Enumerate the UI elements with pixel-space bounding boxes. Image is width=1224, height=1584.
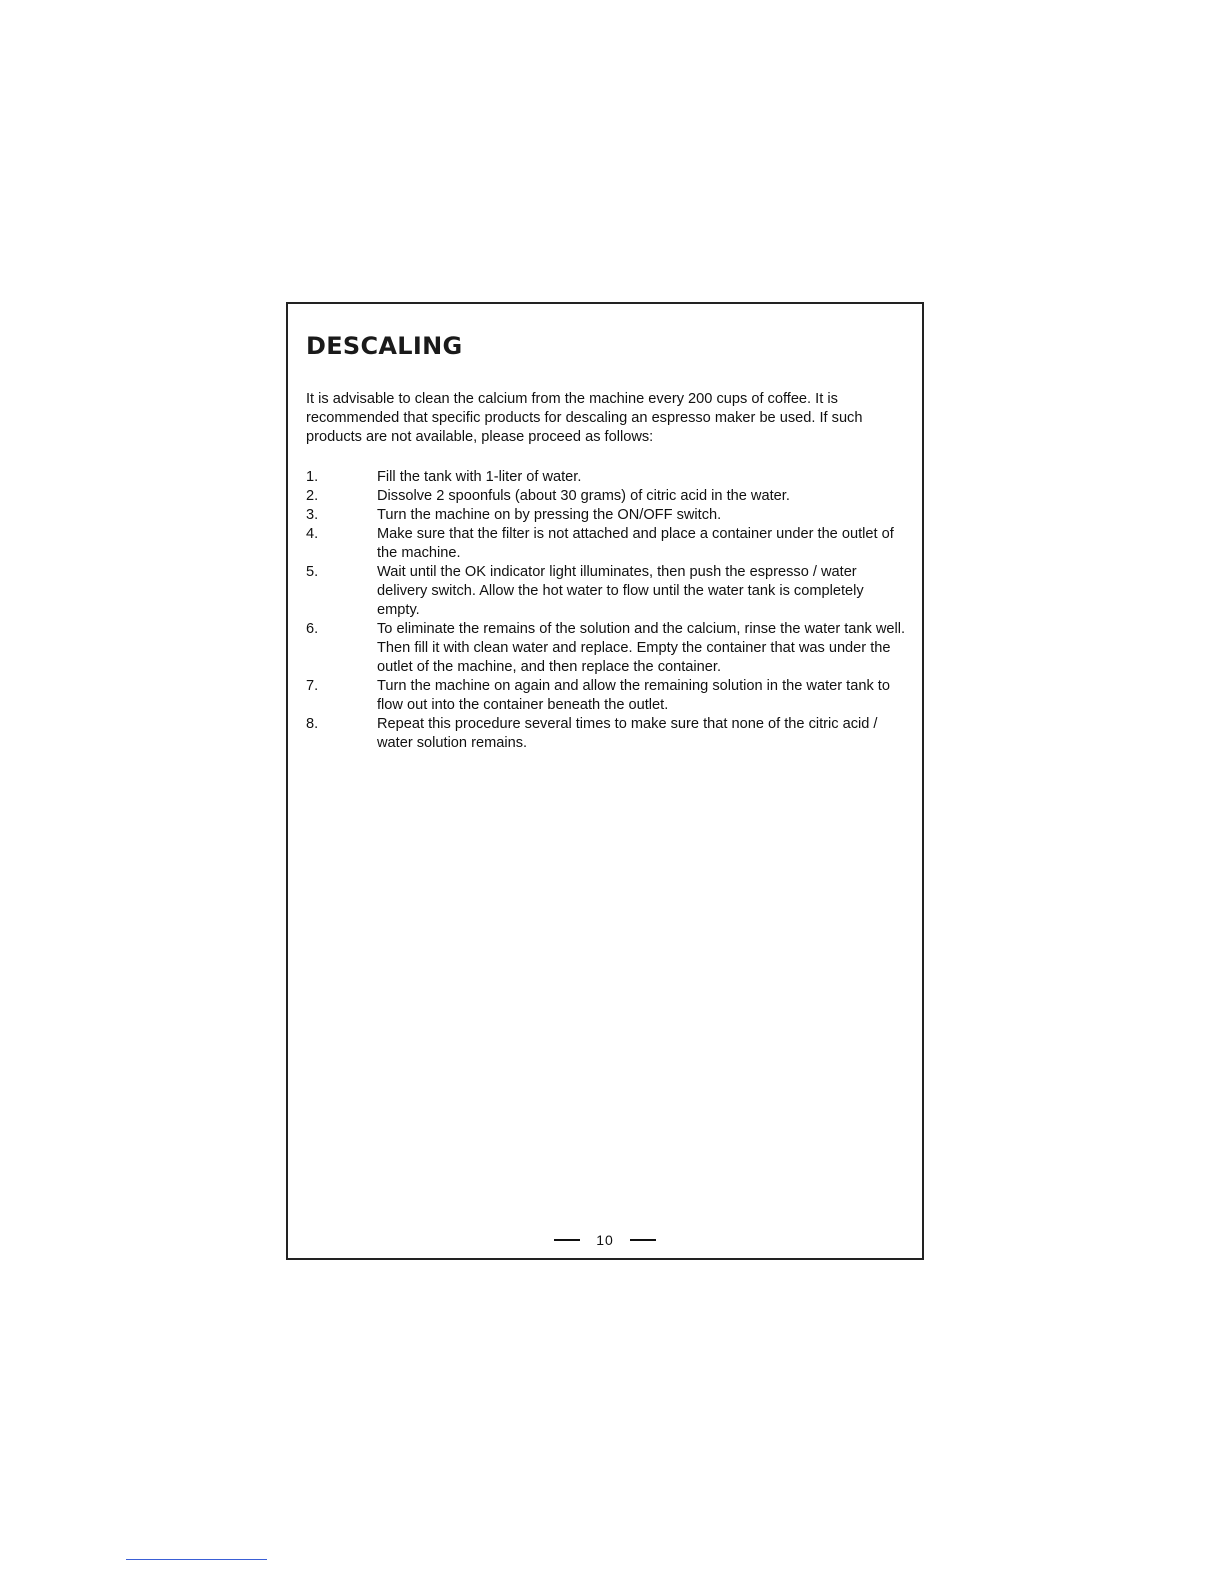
footer-dash-right [630,1239,656,1241]
step-number: 5. [306,564,319,580]
step-item-8 [306,715,906,753]
step-number: 4. [306,526,319,542]
footer-dash-left [554,1239,580,1241]
step-item-2 [306,487,906,506]
step-text: Make sure that the filter is not attached and place a container under the outlet of the machine. [377,526,894,561]
step-item-1 [306,468,906,487]
section-title: DESCALING [306,332,463,360]
step-number: 8. [306,716,319,732]
step-item-4 [306,525,906,563]
step-text: Turn the machine on by pressing the ON/OFF switch. [377,507,722,523]
page-number: 10 [596,1232,614,1248]
step-item-5 [306,563,906,620]
step-item-3 [306,506,906,525]
step-text: To eliminate the remains of the solution and the calcium, rinse the water tank well. Then fill it with clean water and replace. Empty the container that was under the outlet of the machine, and then replace the container. [377,621,906,675]
step-item-7 [306,677,906,715]
step-text: Wait until the OK indicator light illuminates, then push the espresso / water delivery switch. Allow the hot water to flow until the water tank is completely empty. [377,564,864,618]
step-text: Dissolve 2 spoonfuls (about 30 grams) of citric acid in the water. [377,488,790,504]
step-number: 1. [306,469,319,485]
page-frame [286,302,924,1260]
step-text: Fill the tank with 1-liter of water. [377,469,582,485]
step-number: 6. [306,621,319,637]
step-item-6 [306,620,906,677]
page-footer [288,1232,922,1248]
intro-paragraph: It is advisable to clean the calcium from the machine every 200 cups of coffee. It is recommended that specific products for descaling an espresso maker be used. If such products are not available, please proceed as follows: [306,391,863,445]
descaling-steps-list [306,468,906,753]
bottom-rule-line [126,1559,267,1560]
step-number: 7. [306,678,319,694]
step-text: Repeat this procedure several times to make sure that none of the citric acid / water solution remains. [377,716,878,751]
step-number: 3. [306,507,319,523]
step-text: Turn the machine on again and allow the remaining solution in the water tank to flow out into the container beneath the outlet. [377,678,890,713]
step-number: 2. [306,488,319,504]
